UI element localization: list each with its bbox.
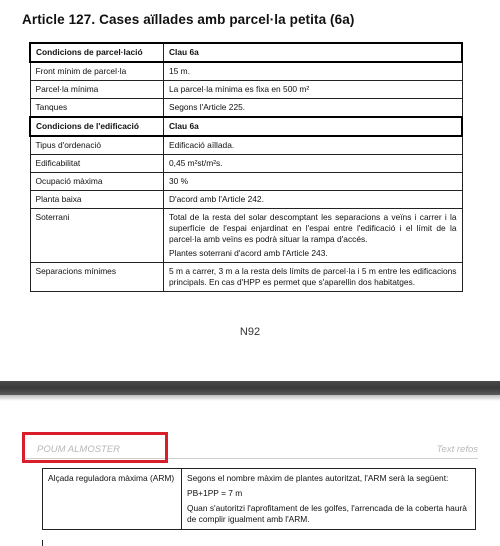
- row-label: Soterrani: [30, 209, 164, 263]
- table-row: [30, 62, 462, 81]
- table-row-soterrani: [30, 209, 462, 263]
- table-row: [30, 173, 462, 191]
- soterrani-text-2: Plantes soterrani d'acord amb l'Article 243.: [169, 248, 328, 258]
- table-continuation: [42, 540, 477, 546]
- row-label: Front mínim de parcel·la: [30, 62, 164, 81]
- row-value: [164, 263, 463, 292]
- arm-text: Segons el nombre màxim de plantes autoritzat, l'ARM serà la següent:: [187, 473, 449, 483]
- section-header-label: Condicions de parcel·lació: [30, 43, 164, 62]
- table-section-header: [30, 117, 462, 136]
- row-label: Tipus d'ordenació: [30, 136, 164, 155]
- row-value: 30 %: [164, 173, 463, 191]
- row-label: Edificabilitat: [30, 155, 164, 173]
- table-row: [43, 469, 476, 530]
- running-header-left: POUM ALMOSTER: [37, 444, 121, 455]
- row-value: [164, 209, 463, 263]
- page-number: N92: [239, 326, 261, 338]
- conditions-table: [29, 42, 463, 292]
- table-section-header: [30, 43, 462, 62]
- table-row-separacions: [30, 263, 462, 292]
- running-header-right: Text refos: [436, 444, 478, 455]
- row-value: 15 m.: [164, 62, 463, 81]
- table-row: [30, 191, 462, 209]
- table-row: [30, 81, 462, 99]
- row-value: [182, 469, 476, 530]
- soterrani-text: Total de la resta del solar descomptant les separacions a veïns i carrer i la superfície de l'espai enjardinat en l'espai entre l'edificació i el límit de la parcel·la amb veïns es podrà situar la rampa d'accés.: [169, 212, 457, 244]
- section-header-label: Condicions de l'edificació: [30, 117, 164, 136]
- row-value: La parcel·la mínima es fixa en 500 m²: [164, 81, 463, 99]
- table-row: [30, 155, 462, 173]
- page-divider: [0, 381, 500, 395]
- article-title: Article 127. Cases aïllades amb parcel·la petita (6a): [22, 12, 355, 27]
- row-value: D'acord amb l'Article 242.: [164, 191, 463, 209]
- row-value: 0,45 m²st/m²s.: [164, 155, 463, 173]
- separacions-text: 5 m a carrer, 3 m a la resta dels límits de parcel·la i 5 m entre les edificacions principals. En cas d'HPP es permet que s'aparellin dos habitatges.: [169, 266, 457, 287]
- arm-table: [42, 468, 476, 530]
- row-value: Edificació aïllada.: [164, 136, 463, 155]
- row-label: Ocupació màxima: [30, 173, 164, 191]
- section-header-key: Clau 6a: [164, 117, 463, 136]
- table-row: [30, 136, 462, 155]
- row-value: Segons l'Article 225.: [164, 99, 463, 118]
- arm-text-2: Quan s'autoritzi l'aprofitament de les golfes, l'arrencada de la coberta haurà de complir igualment amb l'ARM.: [187, 503, 467, 524]
- row-label: Tanques: [30, 99, 164, 118]
- section-header-key: Clau 6a: [164, 43, 463, 62]
- table-row: [30, 99, 462, 118]
- arm-formula: PB+1PP = 7 m: [187, 488, 243, 498]
- row-label: Parcel·la mínima: [30, 81, 164, 99]
- row-label: Separacions mínimes: [30, 263, 164, 292]
- row-label: Planta baixa: [30, 191, 164, 209]
- row-label: Alçada reguladora màxima (ARM): [43, 469, 182, 530]
- document-page-2: [0, 401, 500, 545]
- highlight-box: [22, 432, 168, 463]
